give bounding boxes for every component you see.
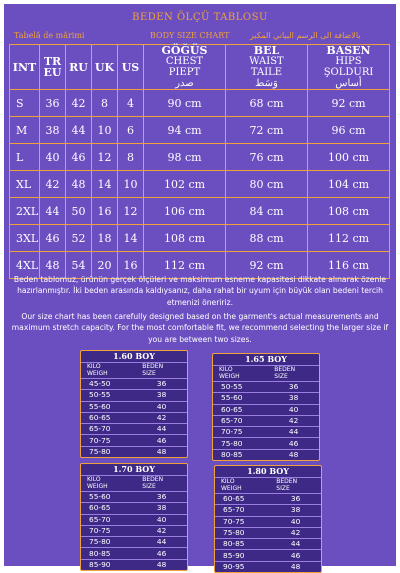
- weight-range: 65-70: [215, 505, 270, 516]
- header-waist-en: WAIST: [249, 56, 284, 67]
- size-value: 40: [270, 516, 321, 527]
- cell-uk: 10: [92, 117, 118, 144]
- weight-range: 60-65: [215, 494, 270, 505]
- cell-waist: 72 cm: [226, 117, 308, 144]
- size-value: 44: [136, 424, 187, 435]
- weight-range: 60-65: [213, 404, 268, 415]
- size-value: 42: [136, 525, 187, 536]
- height-box-row: [215, 516, 321, 527]
- weight-header-tr: KILO: [219, 366, 233, 373]
- cell-uk: 8: [92, 90, 118, 117]
- height-box: [80, 350, 188, 458]
- cell-hips: 112 cm: [308, 225, 390, 252]
- size-value: 38: [270, 505, 321, 516]
- cell-tr: 48: [40, 252, 66, 279]
- size-row: [10, 171, 390, 198]
- header-gogus: GÖĞÜS: [161, 44, 208, 57]
- size-header: [268, 366, 319, 382]
- height-box-row: [81, 401, 187, 412]
- height-box-row: [215, 539, 321, 550]
- cell-hips: 96 cm: [308, 117, 390, 144]
- header-taile: TAILE: [250, 67, 283, 78]
- height-box-row: [81, 503, 187, 514]
- cell-us: 8: [118, 144, 144, 171]
- size-value: 36: [136, 492, 187, 503]
- size-header-tr: BEDEN: [274, 366, 296, 373]
- cell-hips: 104 cm: [308, 171, 390, 198]
- size-value: 46: [270, 550, 321, 561]
- cell-waist: 84 cm: [226, 198, 308, 225]
- header-uk: UK: [92, 45, 118, 90]
- size-value: 48: [270, 561, 321, 572]
- cell-chest: 94 cm: [144, 117, 226, 144]
- size-value: 42: [270, 527, 321, 538]
- size-value: 36: [136, 379, 187, 390]
- height-box-row: [213, 449, 319, 460]
- cell-waist: 88 cm: [226, 225, 308, 252]
- weight-range: 65-70: [81, 424, 136, 435]
- size-value: 48: [268, 449, 319, 460]
- cell-waist: 76 cm: [226, 144, 308, 171]
- cell-uk: 20: [92, 252, 118, 279]
- cell-int: S: [10, 90, 40, 117]
- weight-range: 75-80: [215, 527, 270, 538]
- size-value: 38: [268, 393, 319, 404]
- size-header: [270, 478, 321, 494]
- cell-us: 16: [118, 252, 144, 279]
- height-box-title: 1.60 BOY: [113, 351, 155, 361]
- cell-uk: 14: [92, 171, 118, 198]
- cell-int: 2XL: [10, 198, 40, 225]
- weight-range: 65-70: [81, 514, 136, 525]
- size-header-tr: BEDEN: [276, 478, 298, 485]
- header-waist: [226, 45, 308, 90]
- weight-range: 80-85: [215, 539, 270, 550]
- cell-ru: 42: [66, 90, 92, 117]
- size-value: 44: [136, 537, 187, 548]
- height-box-title: 1.80 BOY: [247, 466, 289, 476]
- weight-header: [215, 478, 270, 494]
- cell-us: 10: [118, 171, 144, 198]
- weight-range: 50-55: [81, 390, 136, 401]
- cell-waist: 68 cm: [226, 90, 308, 117]
- height-box-row: [213, 382, 319, 393]
- weight-range: 75-80: [81, 537, 136, 548]
- cell-int: M: [10, 117, 40, 144]
- size-header-tr: BEDEN: [142, 476, 164, 483]
- size-row: [10, 144, 390, 171]
- height-box-row: [215, 561, 321, 572]
- size-value: 38: [136, 503, 187, 514]
- header-hips: [308, 45, 390, 90]
- height-box-row: [215, 550, 321, 561]
- cell-int: 4XL: [10, 252, 40, 279]
- height-box-row: [81, 525, 187, 536]
- header-bel: BEL: [253, 44, 280, 57]
- height-box: [80, 463, 188, 571]
- cell-tr: 44: [40, 198, 66, 225]
- cell-uk: 16: [92, 198, 118, 225]
- cell-chest: 102 cm: [144, 171, 226, 198]
- size-header-en: SIZE: [276, 484, 290, 492]
- size-value: 38: [136, 390, 187, 401]
- size-table: [9, 44, 390, 279]
- cell-tr: 46: [40, 225, 66, 252]
- cell-us: 12: [118, 198, 144, 225]
- cell-ru: 52: [66, 225, 92, 252]
- size-header-en: SIZE: [274, 372, 288, 380]
- height-box-row: [81, 424, 187, 435]
- header-ru: RU: [66, 45, 92, 90]
- cell-int: 3XL: [10, 225, 40, 252]
- weight-range: 70-75: [81, 525, 136, 536]
- subtitle-romanian: Tabelă de mărimi: [14, 31, 85, 40]
- cell-waist: 92 cm: [226, 252, 308, 279]
- cell-chest: 112 cm: [144, 252, 226, 279]
- weight-range: 80-85: [213, 449, 268, 460]
- height-box-title: 1.70 BOY: [113, 464, 155, 474]
- size-value: 48: [136, 559, 187, 570]
- weight-range: 45-50: [81, 379, 136, 390]
- height-box-row: [213, 427, 319, 438]
- weight-range: 60-65: [81, 412, 136, 423]
- size-row: [10, 198, 390, 225]
- height-box-row: [215, 527, 321, 538]
- size-row: [10, 90, 390, 117]
- weight-range: 65-70: [213, 415, 268, 426]
- height-box-row: [81, 435, 187, 446]
- height-box-row: [213, 438, 319, 449]
- header-us: US: [118, 45, 144, 90]
- chart-panel: [4, 4, 396, 571]
- size-value: 40: [136, 401, 187, 412]
- height-box-row: [81, 548, 187, 559]
- size-value: 42: [136, 412, 187, 423]
- cell-us: 4: [118, 90, 144, 117]
- size-header-en: SIZE: [142, 369, 156, 377]
- weight-header-tr: KILO: [221, 478, 235, 485]
- size-header: [136, 363, 187, 379]
- weight-header-en: WEIGH: [87, 482, 108, 490]
- height-box-row: [213, 393, 319, 404]
- cell-tr: 42: [40, 171, 66, 198]
- size-row: [10, 117, 390, 144]
- cell-hips: 108 cm: [308, 198, 390, 225]
- height-box-row: [215, 505, 321, 516]
- header-tr-eu: [40, 45, 66, 90]
- height-box-row: [81, 412, 187, 423]
- weight-header-en: WEIGH: [219, 372, 240, 380]
- size-value: 46: [136, 435, 187, 446]
- cell-us: 14: [118, 225, 144, 252]
- size-table-header: [10, 45, 390, 90]
- size-value: 44: [268, 427, 319, 438]
- weight-range: 55-60: [81, 492, 136, 503]
- height-box-row: [81, 514, 187, 525]
- size-value: 36: [268, 382, 319, 393]
- weight-header-en: WEIGH: [221, 484, 242, 492]
- cell-uk: 12: [92, 144, 118, 171]
- cell-chest: 98 cm: [144, 144, 226, 171]
- weight-header-tr: KILO: [87, 476, 101, 483]
- height-box-row: [81, 537, 187, 548]
- size-value: 44: [270, 539, 321, 550]
- note-turkish: Beden tablomuz, ürünün gerçek ölçüleri ve maksimum esneme kapasitesi dikkate alınarak özenle hazırlanmıştır. İki beden arasında kaldıysanız, daha rahat bir uyum için büyük olan bedeni tercih etmenizi öneririz.: [13, 275, 387, 307]
- height-box-row: [215, 494, 321, 505]
- cell-chest: 90 cm: [144, 90, 226, 117]
- cell-tr: 40: [40, 144, 66, 171]
- subtitle-arabic: بالاضافة الى الرسم البياني المكبر: [250, 31, 361, 40]
- weight-range: 50-55: [213, 382, 268, 393]
- weight-header: [81, 363, 136, 379]
- height-box-row: [81, 390, 187, 401]
- header-chest: [144, 45, 226, 90]
- weight-range: 85-90: [215, 550, 270, 561]
- cell-chest: 106 cm: [144, 198, 226, 225]
- cell-us: 6: [118, 117, 144, 144]
- chart-title: BEDEN ÖLÇÜ TABLOSU: [132, 12, 268, 23]
- cell-ru: 54: [66, 252, 92, 279]
- height-box-row: [81, 492, 187, 503]
- size-value: 42: [268, 415, 319, 426]
- cell-uk: 18: [92, 225, 118, 252]
- height-box: [212, 353, 320, 461]
- weight-range: 55-60: [81, 401, 136, 412]
- header-basen: BASEN: [326, 44, 371, 57]
- height-box: [214, 465, 322, 573]
- header-int: INT: [10, 45, 40, 90]
- cell-hips: 116 cm: [308, 252, 390, 279]
- height-box-title: 1.65 BOY: [245, 354, 287, 364]
- size-value: 46: [136, 548, 187, 559]
- cell-int: XL: [10, 171, 40, 198]
- size-value: 40: [136, 514, 187, 525]
- weight-header-tr: KILO: [87, 363, 101, 370]
- size-value: 36: [270, 494, 321, 505]
- weight-range: 90-95: [215, 561, 270, 572]
- weight-range: 55-60: [213, 393, 268, 404]
- height-box-row: [81, 379, 187, 390]
- cell-tr: 38: [40, 117, 66, 144]
- height-box-row: [81, 559, 187, 570]
- size-header-tr: BEDEN: [142, 363, 164, 370]
- weight-range: 75-80: [213, 438, 268, 449]
- weight-range: 60-65: [81, 503, 136, 514]
- size-value: 46: [268, 438, 319, 449]
- cell-waist: 80 cm: [226, 171, 308, 198]
- header-eu: EU: [43, 66, 62, 79]
- height-box-row: [213, 415, 319, 426]
- note-english: Our size chart has been carefully designed based on the garment's actual measurements and maximum stretch capacity. For the most comfortable fit, we recommend selecting the larger size if you are between two sizes.: [11, 312, 389, 344]
- weight-header: [213, 366, 268, 382]
- cell-tr: 36: [40, 90, 66, 117]
- weight-range: 85-90: [81, 559, 136, 570]
- height-box-row: [213, 404, 319, 415]
- weight-header-en: WEIGH: [87, 369, 108, 377]
- cell-ru: 46: [66, 144, 92, 171]
- size-header-en: SIZE: [142, 482, 156, 490]
- size-row: [10, 225, 390, 252]
- header-soldurı: ŞOLDURI: [323, 67, 374, 78]
- weight-header: [81, 476, 136, 492]
- cell-ru: 44: [66, 117, 92, 144]
- height-box-row: [81, 446, 187, 457]
- cell-hips: 100 cm: [308, 144, 390, 171]
- cell-ru: 50: [66, 198, 92, 225]
- header-chest-ar: صدر: [175, 78, 194, 89]
- header-tr: TR: [43, 55, 62, 68]
- weight-range: 75-80: [81, 446, 136, 457]
- header-chest-en: CHEST: [165, 56, 204, 67]
- cell-ru: 48: [66, 171, 92, 198]
- header-hips-ar: أساس: [335, 78, 362, 89]
- header-waist-ar: وَسَط: [255, 78, 278, 89]
- size-header: [136, 476, 187, 492]
- subtitle-english: BODY SIZE CHART: [150, 31, 230, 40]
- weight-range: 70-75: [213, 427, 268, 438]
- cell-chest: 108 cm: [144, 225, 226, 252]
- weight-range: 70-75: [81, 435, 136, 446]
- cell-int: L: [10, 144, 40, 171]
- weight-range: 70-75: [215, 516, 270, 527]
- header-piept: PIEPT: [168, 67, 201, 78]
- cell-hips: 92 cm: [308, 90, 390, 117]
- header-hips-en: HIPS: [335, 56, 362, 67]
- size-value: 48: [136, 446, 187, 457]
- weight-range: 80-85: [81, 548, 136, 559]
- size-value: 40: [268, 404, 319, 415]
